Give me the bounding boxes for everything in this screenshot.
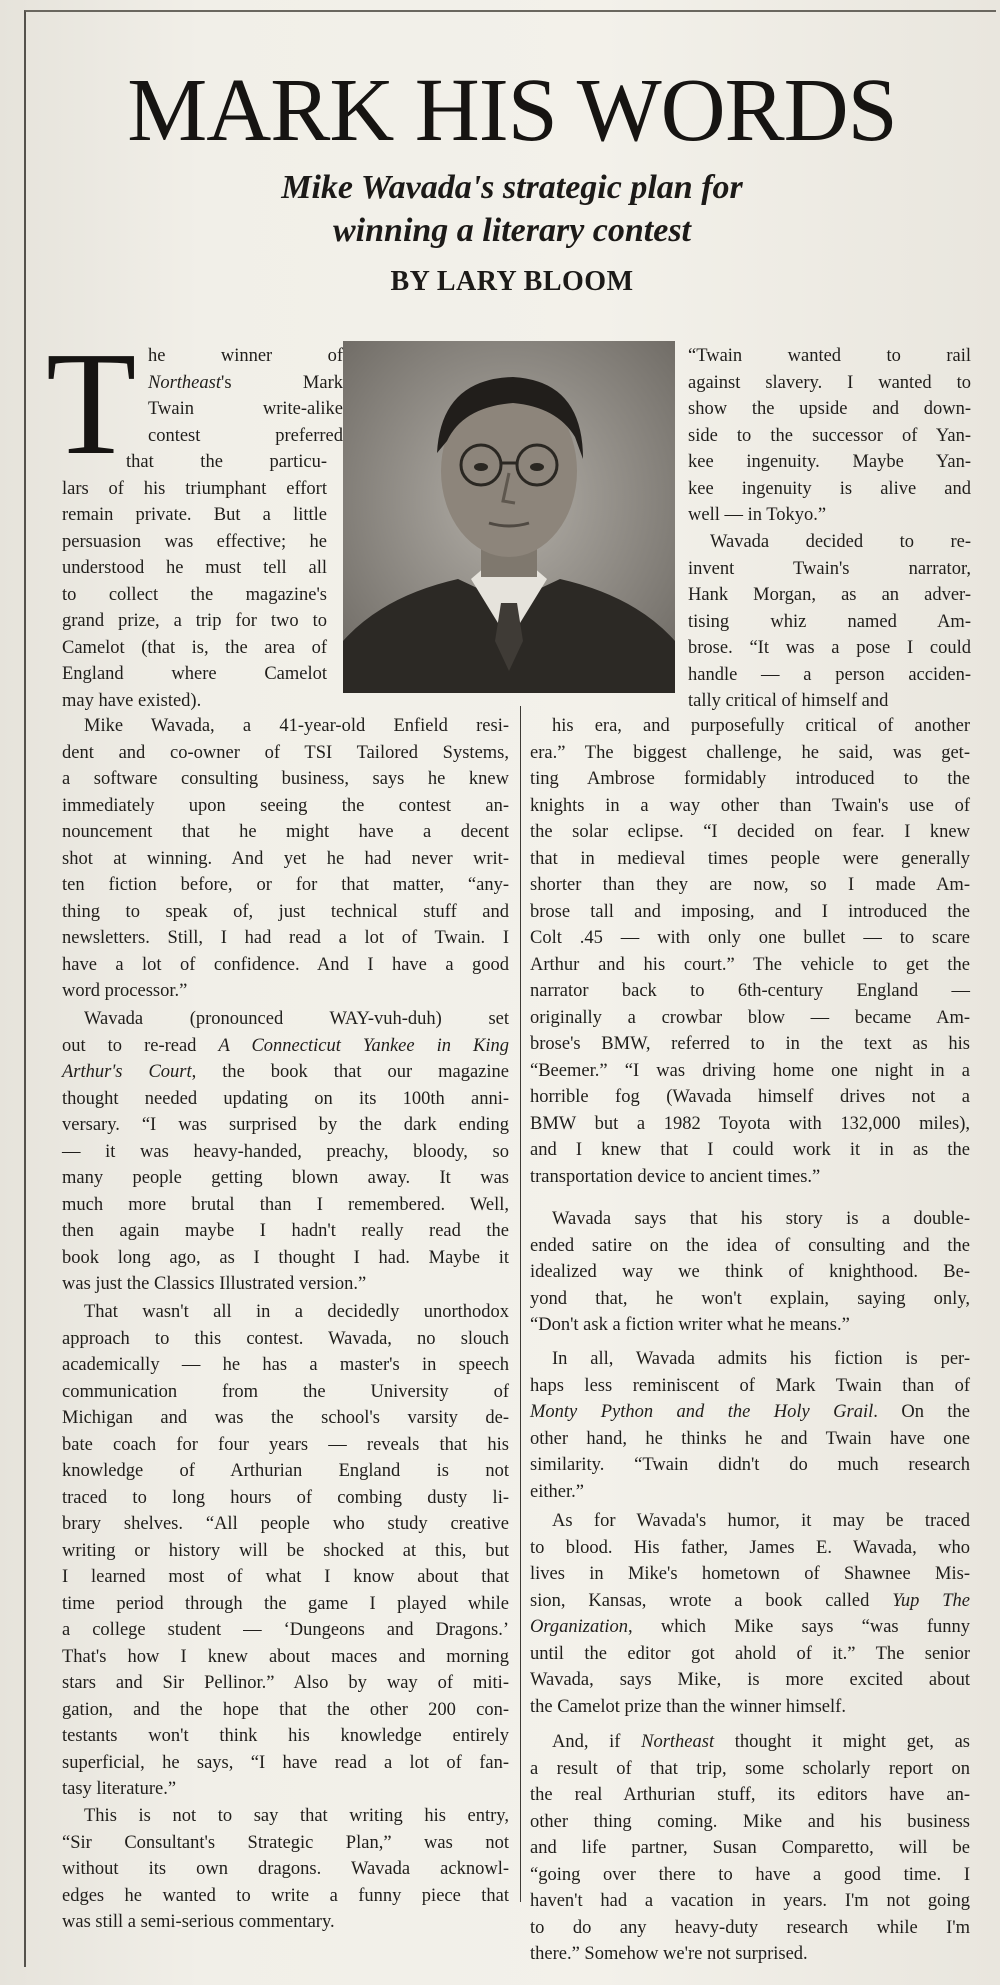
text-line: This is not to say that writing his entry, — [84, 1806, 509, 1826]
text-line: may have existed). — [62, 690, 202, 711]
text-line: out to re-read A Connecticut Yankee in King — [62, 1035, 510, 1056]
text-line: handle — a person acciden- — [688, 664, 971, 685]
text-line: that the particu- — [126, 452, 327, 472]
text-line: that in medieval times people were generally — [530, 848, 970, 869]
text-line: book long ago, as I thought I had. Maybe it — [62, 1247, 509, 1268]
text-line: Wavada decided to re- — [710, 532, 971, 552]
text-line: show the upside and down- — [688, 399, 971, 419]
text-line: “Twain wanted to rail — [688, 346, 971, 366]
text-line: a result of that trip, some scholarly report on — [530, 1758, 970, 1779]
text-line: academically — he has a master's in speech — [62, 1355, 509, 1375]
text-line: there.” Somehow we're not surprised. — [530, 1944, 808, 1964]
text-line: And, if Northeast thought it might get, as — [552, 1732, 970, 1752]
portrait-illustration — [343, 341, 675, 693]
text-line: understood he must tell all — [62, 558, 327, 578]
text-line: well — in Tokyo.” — [688, 505, 827, 525]
text-line: he winner of — [148, 346, 343, 366]
text-line: approach to this contest. Wavada, no slouch — [62, 1328, 509, 1349]
article-subtitle — [24, 166, 1000, 252]
text-line: Mike Wavada, a 41-year-old Enfield resi- — [84, 716, 509, 736]
text-line: era.” The biggest challenge, he said, was get- — [530, 742, 970, 763]
text-line: immediately upon seeing the contest an- — [62, 795, 509, 816]
text-line: brose's BMW, referred to in the text as his — [530, 1034, 970, 1054]
text-line: Northeast's Mark — [148, 372, 343, 393]
text-line: Wavada (pronounced WAY-vuh-duh) set — [84, 1009, 509, 1029]
text-line: to do any heavy-duty research while I'm — [530, 1917, 970, 1938]
text-line: grand prize, a trip for two to — [62, 611, 327, 631]
text-line: narrator back to 6th-century England — — [530, 981, 970, 1001]
text-line: a college student — ‘Dungeons and Dragons.’ — [62, 1620, 509, 1640]
text-line: That's how I knew about maces and morning — [62, 1646, 509, 1667]
text-line: Twain write-alike — [148, 399, 343, 419]
text-line: against slavery. I wanted to — [688, 372, 971, 393]
subtitle-line-2: winning a literary contest — [333, 212, 691, 249]
text-line: versary. “I was surprised by the dark ending — [62, 1115, 509, 1135]
text-line: ten fiction before, or for that matter, “any- — [62, 875, 509, 895]
text-line: his era, and purposefully critical of another — [552, 716, 970, 736]
text-line: In all, Wavada admits his fiction is per- — [552, 1349, 970, 1369]
text-line: Michigan and was the school's varsity de- — [62, 1408, 509, 1428]
article-header — [24, 61, 1000, 298]
text-line: tising whiz named Am- — [688, 611, 971, 632]
text-line: horrible fog (Wavada himself drives not a — [530, 1087, 970, 1107]
text-line: much more brutal than I remembered. Well, — [62, 1194, 509, 1215]
text-line: knights in a way other than Twain's use of — [530, 795, 970, 816]
text-line: was still a semi-serious commentary. — [62, 1912, 335, 1932]
text-line: Hank Morgan, as an adver- — [688, 585, 971, 605]
text-line: Arthur and his court.” The vehicle to get the — [530, 954, 970, 975]
text-line: As for Wavada's humor, it may be traced — [552, 1511, 970, 1531]
text-line: many people getting blown away. It was — [62, 1168, 509, 1188]
text-line: thought needed updating on its 100th anni- — [62, 1088, 509, 1109]
text-line: ting Ambrose formidably introduced to the — [530, 769, 970, 789]
text-line: word processor.” — [62, 981, 188, 1001]
text-line: the real Arthurian stuff, its editors have an- — [530, 1785, 970, 1805]
text-line: other hand, he thinks he and Twain have one — [530, 1428, 970, 1449]
text-line: Wavada says that his story is a double- — [552, 1209, 970, 1229]
text-line: superficial, he says, “I have read a lot of fan- — [62, 1752, 509, 1773]
text-line: remain private. But a little — [62, 505, 327, 525]
text-line: and I knew that I could work it in as the — [530, 1140, 970, 1160]
text-line: edges he wanted to write a funny piece that — [62, 1885, 509, 1906]
text-line: nouncement that he might have a decent — [62, 822, 509, 842]
text-line: Camelot (that is, the area of — [62, 637, 327, 658]
text-line: side to the successor of Yan- — [688, 425, 971, 446]
text-line: brary shelves. “All people who study creative — [62, 1514, 509, 1534]
text-line: “Don't ask a fiction writer what he means.” — [530, 1315, 850, 1335]
text-line: bate coach for four years — reveals that his — [62, 1434, 509, 1455]
text-line: contest preferred — [148, 425, 343, 446]
text-line: That wasn't all in a decidedly unorthodox — [84, 1302, 509, 1322]
text-line: thing to speak of, just technical stuff and — [62, 901, 509, 922]
text-line: the solar eclipse. “I decided on fear. I knew — [530, 822, 970, 842]
text-line: testants won't think his knowledge entirely — [62, 1726, 509, 1746]
text-line: lars of his triumphant effort — [62, 478, 327, 499]
text-line: lives in Mike's hometown of Shawnee Mis- — [530, 1564, 970, 1584]
text-line: dent and co-owner of TSI Tailored Systems, — [62, 742, 509, 763]
text-line: I learned most of what I know about that — [62, 1567, 509, 1587]
text-line: communication from the University of — [62, 1381, 509, 1402]
text-line: either.” — [530, 1481, 584, 1502]
text-line: was just the Classics Illustrated version.” — [62, 1274, 367, 1294]
text-line: haps less reminiscent of Mark Twain than of — [530, 1375, 970, 1396]
text-line: Colt .45 — with only one bullet — to scare — [530, 928, 970, 948]
text-line: shot at winning. And yet he had never writ- — [62, 848, 509, 869]
text-line: newsletters. Still, I had read a lot of Twain. I — [62, 928, 509, 948]
text-line: brose tall and imposing, and I introduced the — [530, 901, 970, 922]
text-line: “going over there to have a good time. I — [530, 1864, 970, 1885]
text-line: shorter than they are now, so I made Am- — [530, 875, 970, 895]
text-line: ended satire on the idea of consulting and the — [530, 1235, 970, 1256]
text-line: Organization, which Mike says “was funny — [530, 1617, 970, 1637]
text-line: and life partner, Susan Comparetto, will be — [530, 1838, 970, 1858]
text-line: Monty Python and the Holy Grail. On the — [530, 1402, 970, 1422]
text-line: gation, and the hope that the other 200 con- — [62, 1699, 509, 1720]
text-line: idealized way we think of knighthood. Be- — [530, 1262, 970, 1282]
text-line: writing or history will be shocked at this, but — [62, 1540, 509, 1561]
text-line: stars and Sir Pellinor.” Also by way of miti- — [62, 1673, 509, 1693]
text-line: a software consulting business, says he knew — [62, 769, 509, 789]
text-line: — it was heavy-handed, preachy, bloody, so — [62, 1141, 509, 1162]
text-line: time period through the game I played while — [62, 1593, 509, 1614]
byline: BY LARY BLOOM — [390, 266, 634, 297]
drop-cap: T — [46, 322, 137, 486]
text-line: kee ingenuity. Maybe Yan- — [688, 452, 971, 472]
text-line: to collect the magazine's — [62, 584, 327, 605]
text-line: have a lot of confidence. And I have a good — [62, 954, 509, 975]
column-rule — [520, 706, 521, 1902]
subtitle-line-1: Mike Wavada's strategic plan for — [281, 169, 743, 206]
text-line: then again maybe I hadn't really read the — [62, 1221, 509, 1241]
text-line: similarity. “Twain didn't do much research — [530, 1455, 970, 1475]
text-line: to blood. His father, James E. Wavada, who — [530, 1537, 970, 1558]
text-line: England where Camelot — [62, 664, 327, 684]
text-line: sion, Kansas, wrote a book called Yup The — [530, 1590, 970, 1611]
text-line: without its own dragons. Wavada acknowl- — [62, 1859, 509, 1879]
text-line: kee ingenuity is alive and — [688, 478, 971, 499]
article-title: MARK HIS WORDS — [127, 61, 897, 160]
text-line: transportation device to ancient times.” — [530, 1166, 821, 1187]
text-line: traced to long hours of combing dusty li- — [62, 1487, 509, 1508]
text-line: originally a crowbar blow — became Am- — [530, 1007, 970, 1028]
text-line: the Camelot prize than the winner himself. — [530, 1696, 846, 1717]
text-line: invent Twain's narrator, — [688, 558, 971, 579]
text-line: persuasion was effective; he — [62, 531, 327, 552]
text-line: Arthur's Court, the book that our magazine — [62, 1062, 509, 1082]
text-line: “Sir Consultant's Strategic Plan,” was not — [62, 1832, 509, 1853]
text-line: other thing coming. Mike and his business — [530, 1811, 970, 1832]
text-line: yond that, he won't explain, saying only, — [530, 1288, 970, 1309]
portrait-photo — [343, 341, 675, 693]
text-line: until the editor got ahold of it.” The senior — [530, 1643, 970, 1664]
text-line: Wavada, says Mike, is more excited about — [530, 1670, 970, 1690]
text-line: BMW but a 1982 Toyota with 132,000 miles), — [530, 1113, 970, 1134]
text-line: tasy literature.” — [62, 1779, 177, 1799]
text-line: brose. “It was a pose I could — [688, 638, 971, 658]
text-line: “Beemer.” “I was driving home one night in a — [530, 1060, 970, 1081]
text-line: tally critical of himself and — [688, 691, 889, 711]
text-line: knowledge of Arthurian England is not — [62, 1461, 509, 1481]
text-line: haven't had a vacation in years. I'm not going — [530, 1891, 970, 1911]
